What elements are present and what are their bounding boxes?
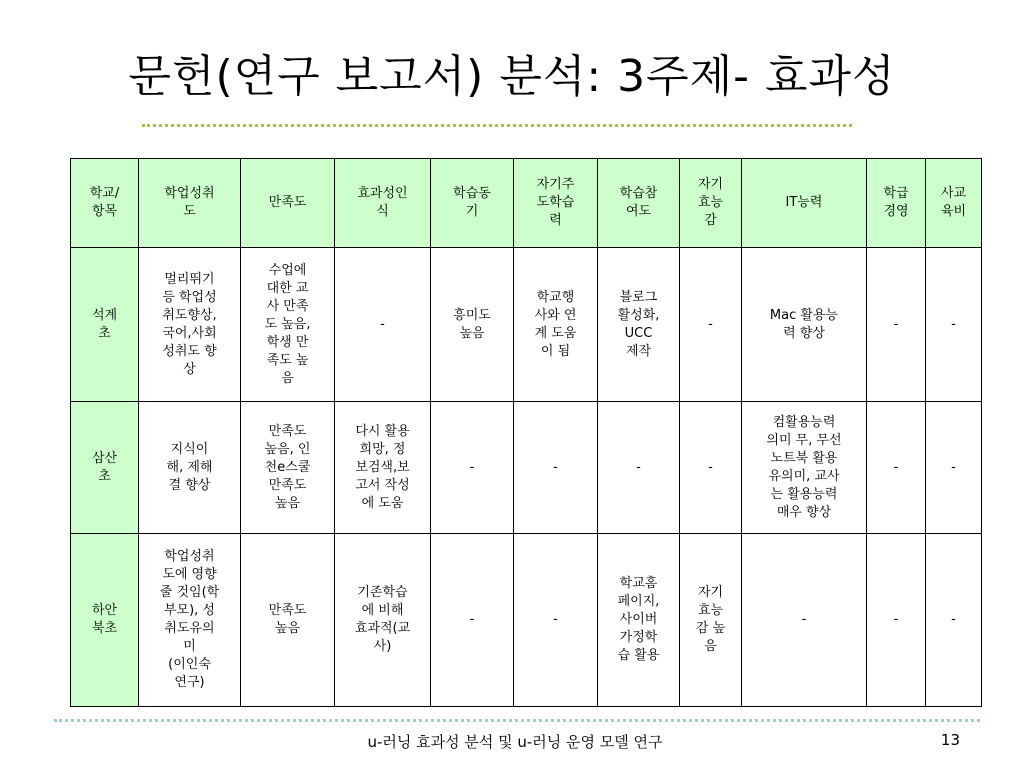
table-cell: 멀리뛰기 등 학업성 취도향상, 국어,사회 성취도 향 상 xyxy=(139,248,241,402)
title-divider xyxy=(142,124,852,127)
header-cell: 학습참 여도 xyxy=(598,159,680,248)
table-cell: 기존학습 에 비해 효과적(교 사) xyxy=(335,534,431,707)
table-cell: 학업성취 도에 영향 줄 것임(학 부모), 성 취도유의 미 (이인숙 연구) xyxy=(139,534,241,707)
table-cell: - xyxy=(926,402,982,534)
table-cell: - xyxy=(431,402,514,534)
header-cell: 학급 경영 xyxy=(867,159,926,248)
table-cell: 만족도 높음 xyxy=(241,534,335,707)
table-cell: - xyxy=(926,534,982,707)
footer-caption: u-러닝 효과성 분석 및 u-러닝 운영 모델 연구 xyxy=(367,733,663,751)
table-cell: - xyxy=(514,402,598,534)
table-cell: - xyxy=(742,534,867,707)
table-cell: 만족도 높음, 인 천e스쿨 만족도 높음 xyxy=(241,402,335,534)
header-cell: IT능력 xyxy=(742,159,867,248)
slide-title: 문헌(연구 보고서) 분석: 3주제- 효과성 xyxy=(128,51,896,102)
table-cell: 블로그 활성화, UCC 제작 xyxy=(598,248,680,402)
header-cell: 만족도 xyxy=(241,159,335,248)
footer-divider xyxy=(54,719,980,722)
table-cell: 다시 활용 희망, 정 보검색,보 고서 작성 에 도움 xyxy=(335,402,431,534)
table-cell: 컴활용능력 의미 무, 무선 노트북 활용 유의미, 교사 는 활용능력 매우 향상 xyxy=(742,402,867,534)
analysis-table xyxy=(70,158,982,707)
header-cell: 학업성취 도 xyxy=(139,159,241,248)
table-header-row xyxy=(71,159,982,248)
table-cell: - xyxy=(598,402,680,534)
row-header-cell: 하안 북초 xyxy=(71,534,139,707)
table-row xyxy=(71,534,982,707)
table-cell: 학교행 사와 연 계 도움 이 됨 xyxy=(514,248,598,402)
table-cell: - xyxy=(680,248,742,402)
table-cell: 학교홈 페이지, 사이버 가정학 습 활용 xyxy=(598,534,680,707)
header-cell: 학교/ 항목 xyxy=(71,159,139,248)
row-header-cell: 석계 초 xyxy=(71,248,139,402)
table-cell: - xyxy=(335,248,431,402)
table-cell: - xyxy=(514,534,598,707)
table-cell: - xyxy=(867,402,926,534)
header-cell: 효과성인 식 xyxy=(335,159,431,248)
table-cell: - xyxy=(867,534,926,707)
table-cell: Mac 활용능 력 향상 xyxy=(742,248,867,402)
table-row xyxy=(71,402,982,534)
table-row xyxy=(71,248,982,402)
header-cell: 사교 육비 xyxy=(926,159,982,248)
page-number: 13 xyxy=(940,731,960,749)
header-cell: 학습동 기 xyxy=(431,159,514,248)
table-cell: - xyxy=(431,534,514,707)
table-cell: 수업에 대한 교 사 만족 도 높음, 학생 만 족도 높 음 xyxy=(241,248,335,402)
header-cell: 자기주 도학습 력 xyxy=(514,159,598,248)
table-cell: - xyxy=(680,402,742,534)
row-header-cell: 삼산 초 xyxy=(71,402,139,534)
header-cell: 자기 효능 감 xyxy=(680,159,742,248)
table-cell: - xyxy=(926,248,982,402)
table-cell: - xyxy=(867,248,926,402)
table-cell: 지식이 해, 제해 결 향상 xyxy=(139,402,241,534)
table-cell: 흥미도 높음 xyxy=(431,248,514,402)
table-cell: 자기 효능 감 높 음 xyxy=(680,534,742,707)
